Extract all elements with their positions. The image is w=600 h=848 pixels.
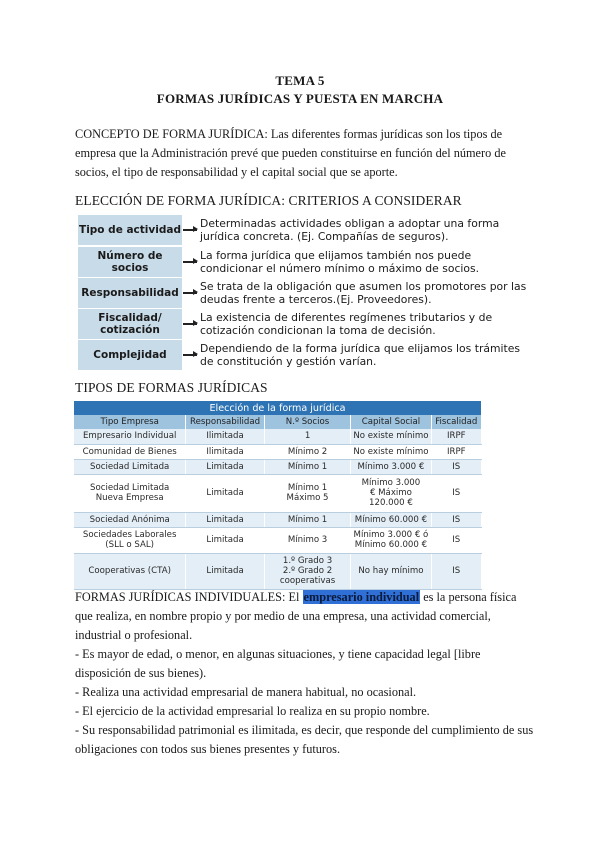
table-row bbox=[74, 474, 482, 512]
table-cell: Mínimo 3 bbox=[264, 527, 351, 553]
table-cell: Mínimo 60.000 € bbox=[351, 512, 431, 527]
column-header: N.º Socios bbox=[264, 415, 351, 429]
table-row bbox=[74, 553, 482, 589]
table-cell: IRPF bbox=[431, 429, 481, 444]
table-cell: Mínimo 3.000 € bbox=[351, 459, 431, 474]
table-row bbox=[74, 512, 482, 527]
table-cell: Sociedades Laborales (SLL o SAL) bbox=[74, 527, 186, 553]
list-item: - Su responsabilidad patrimonial es ilimitada, es decir, que responde del cumplimiento de sus obligaciones con todos sus bienes presentes y futuros. bbox=[75, 723, 534, 756]
table-cell: Comunidad de Bienes bbox=[74, 444, 186, 459]
criteria-row bbox=[78, 340, 528, 370]
list-item: - Realiza una actividad empresarial de manera habitual, no ocasional. bbox=[75, 685, 417, 699]
criteria-label: Número de socios bbox=[78, 247, 182, 277]
table-cell: Cooperativas (CTA) bbox=[74, 553, 186, 589]
criteria-description: Se trata de la obligación que asumen los promotores por las deudas frente a terceros.(Ej. Proveedores). bbox=[200, 280, 527, 306]
criteria-label: Responsabilidad bbox=[78, 278, 182, 308]
criteria-description: La existencia de diferentes regímenes tributarios y de cotización condicionan la toma de decisión. bbox=[200, 311, 493, 337]
table-row bbox=[74, 527, 482, 553]
arrow-right-icon bbox=[183, 323, 197, 325]
criteria-description: Dependiendo de la forma jurídica que elijamos los trámites de constitución y gestión varían. bbox=[200, 342, 521, 368]
table-cell: Mínimo 1 Máximo 5 bbox=[264, 474, 351, 512]
arrow-right-icon bbox=[183, 354, 197, 356]
criteria-heading: ELECCIÓN DE FORMA JURÍDICA: CRITERIOS A CONSIDERAR bbox=[75, 193, 462, 208]
table-cell: IS bbox=[431, 553, 481, 589]
table-cell: Mínimo 3.000 € ó Mínimo 60.000 € bbox=[351, 527, 431, 553]
table-cell: Limitada bbox=[186, 553, 264, 589]
criteria-row bbox=[78, 247, 528, 277]
concept-paragraph bbox=[75, 125, 525, 182]
criteria-label: Complejidad bbox=[78, 340, 182, 370]
arrow-right-icon bbox=[183, 261, 197, 263]
table-cell: Sociedad Limitada bbox=[74, 459, 186, 474]
table-cell: Ilimitada bbox=[186, 429, 264, 444]
criteria-label: Fiscalidad/ cotización bbox=[78, 309, 182, 339]
criteria-description: La forma jurídica que elijamos también nos puede condicionar el número mínimo o máximo de socios. bbox=[200, 249, 480, 275]
page-title: TEMA 5 bbox=[275, 73, 325, 88]
table-cell: Mínimo 3.000 € Máximo 120.000 € bbox=[351, 474, 431, 512]
individual-intro-pre: El bbox=[288, 590, 300, 604]
table-cell: Limitada bbox=[186, 527, 264, 553]
criteria-description: Determinadas actividades obligan a adoptar una forma jurídica concreta. (Ej. Compañías de seguros). bbox=[200, 217, 500, 243]
table-cell: Empresario Individual bbox=[74, 429, 186, 444]
individual-forms-paragraph bbox=[75, 588, 535, 645]
column-header: Responsabilidad bbox=[186, 415, 264, 429]
individual-heading: FORMAS JURÍDICAS INDIVIDUALES: bbox=[75, 590, 286, 604]
criteria-label: Tipo de actividad bbox=[78, 215, 182, 245]
table-cell: 1 bbox=[264, 429, 351, 444]
table-cell: IRPF bbox=[431, 444, 481, 459]
page-subtitle: FORMAS JURÍDICAS Y PUESTA EN MARCHA bbox=[156, 91, 444, 106]
table-cell: Sociedad Limitada Nueva Empresa bbox=[74, 474, 186, 512]
concept-text: CONCEPTO DE FORMA JURÍDICA: Las diferentes formas jurídicas son los tipos de empresa que la Administración prevé que pueden constituirse en función del número de socios, el tipo de responsabilidad y el capital social que se aporte. bbox=[75, 127, 506, 179]
list-item: - El ejercicio de la actividad empresarial lo realiza en su propio nombre. bbox=[75, 704, 430, 718]
table-cell: No hay mínimo bbox=[351, 553, 431, 589]
table-cell: IS bbox=[431, 459, 481, 474]
column-header: Fiscalidad bbox=[431, 415, 481, 429]
table-cell: IS bbox=[431, 474, 481, 512]
criteria-row bbox=[78, 309, 528, 339]
table-cell: Mínimo 1 bbox=[264, 512, 351, 527]
table-cell: IS bbox=[431, 512, 481, 527]
table-cell: IS bbox=[431, 527, 481, 553]
table-cell: Ilimitada bbox=[186, 444, 264, 459]
column-header: Capital Social bbox=[351, 415, 431, 429]
table-cell: Mínimo 2 bbox=[264, 444, 351, 459]
table-row bbox=[74, 459, 482, 474]
table-cell: Limitada bbox=[186, 512, 264, 527]
table-caption: Elección de la forma jurídica bbox=[74, 401, 482, 415]
table-cell: Limitada bbox=[186, 459, 264, 474]
list-item: - Es mayor de edad, o menor, en algunas situaciones, y tiene capacidad legal [libre disposición de sus bienes). bbox=[75, 647, 481, 680]
table-cell: Limitada bbox=[186, 474, 264, 512]
types-heading: TIPOS DE FORMAS JURÍDICAS bbox=[75, 380, 268, 395]
table-cell: No existe mínimo bbox=[351, 444, 431, 459]
table-row bbox=[74, 429, 482, 444]
arrow-right-icon bbox=[183, 292, 197, 294]
arrow-right-icon bbox=[183, 229, 197, 231]
table-cell: No existe mínimo bbox=[351, 429, 431, 444]
highlighted-term: empresario individual bbox=[303, 590, 420, 604]
legal-forms-table bbox=[74, 401, 482, 590]
column-header: Tipo Empresa bbox=[74, 415, 186, 429]
table-cell: Mínimo 1 bbox=[264, 459, 351, 474]
table-row bbox=[74, 444, 482, 459]
individual-intro-post: es la persona física que realiza, en nombre propio y por medio de una empresa, una actividad comercial, industrial o profesional. bbox=[75, 590, 517, 642]
criteria-row bbox=[78, 278, 528, 308]
table-cell: Sociedad Anónima bbox=[74, 512, 186, 527]
table-cell: 1.º Grado 3 2.º Grado 2 cooperativas bbox=[264, 553, 351, 589]
criteria-row bbox=[78, 215, 528, 245]
